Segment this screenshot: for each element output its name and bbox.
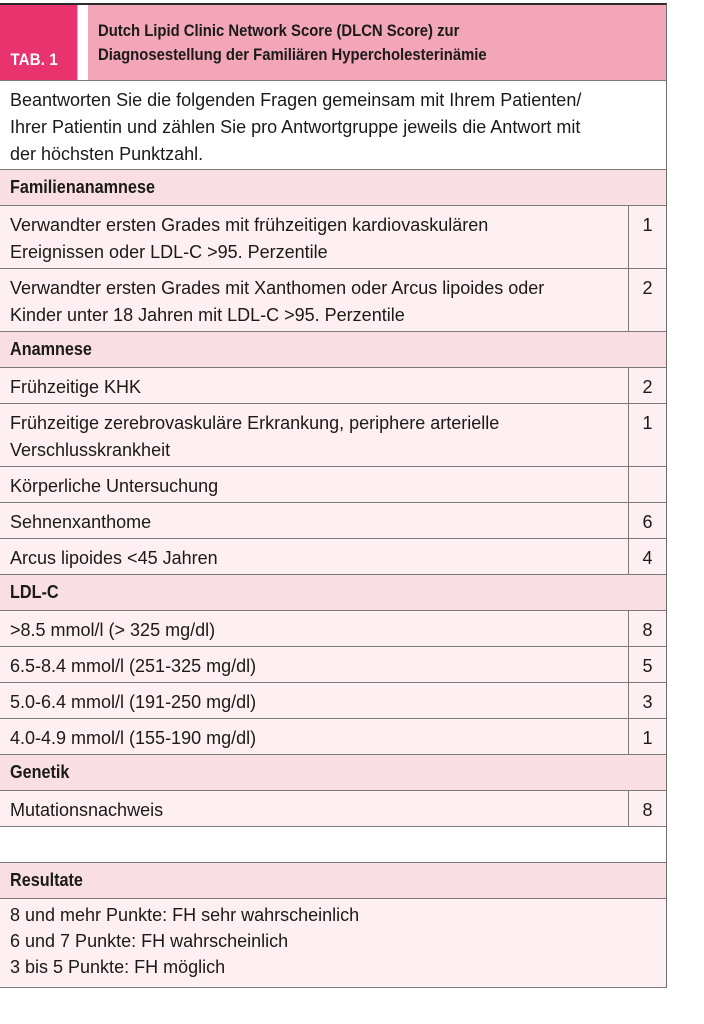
- criterion-text: >8.5 mmol/l (> 325 mg/dl): [0, 611, 629, 646]
- score-value: 8: [642, 800, 653, 820]
- score-value: 6: [642, 512, 653, 532]
- section-header-family-history: [0, 170, 666, 206]
- table-row: [0, 611, 666, 647]
- table-row: [0, 206, 666, 269]
- table-row: [0, 719, 666, 755]
- criterion-text: Sehnenxanthome: [0, 503, 629, 538]
- intro-line: Ihrer Patientin und zählen Sie pro Antwortgruppe jeweils die Antwort mit: [10, 117, 581, 137]
- criterion-text: Mutationsnachweis: [0, 791, 629, 826]
- criterion-line: Verwandter ersten Grades mit frühzeitigen kardiovaskulären: [10, 215, 489, 235]
- result-line: 6 und 7 Punkte: FH wahrscheinlich: [10, 931, 289, 951]
- score-value: 1: [642, 215, 653, 235]
- criterion-text: Körperliche Untersuchung: [0, 467, 629, 502]
- result-line: 8 und mehr Punkte: FH sehr wahrscheinlich: [10, 905, 360, 925]
- table-row: [0, 791, 666, 827]
- table-row: [0, 368, 666, 404]
- section-title: Resultate: [10, 870, 83, 890]
- criterion-text: Frühzeitige KHK: [0, 368, 629, 403]
- section-header-history: [0, 332, 666, 368]
- spacer-row: [0, 827, 666, 863]
- section-title: Genetik: [10, 762, 70, 782]
- table-number-label: TAB. 1: [0, 5, 77, 80]
- score-value: 3: [642, 692, 653, 712]
- criterion-text: Arcus lipoides <45 Jahren: [0, 539, 629, 574]
- score-value: 1: [642, 728, 653, 748]
- table-row: [0, 467, 666, 503]
- table-row: [0, 539, 666, 575]
- table-row: [0, 683, 666, 719]
- criterion-line: Frühzeitige zerebrovaskuläre Erkrankung, periphere arterielle: [10, 413, 500, 433]
- intro-text: [0, 81, 666, 170]
- score-value: 4: [642, 548, 653, 568]
- table-title-line-1: Dutch Lipid Clinic Network Score (DLCN Score) zur: [98, 22, 460, 40]
- table-row: [0, 647, 666, 683]
- results-text: [0, 899, 666, 988]
- table-title: [88, 5, 666, 80]
- intro-line: Beantworten Sie die folgenden Fragen gemeinsam mit Ihrem Patienten/: [10, 90, 582, 110]
- result-line: 3 bis 5 Punkte: FH möglich: [10, 957, 226, 977]
- criterion-text: [0, 269, 629, 331]
- criterion-text: 4.0-4.9 mmol/l (155-190 mg/dl): [0, 719, 629, 754]
- criterion-text: 5.0-6.4 mmol/l (191-250 mg/dl): [0, 683, 629, 718]
- score-value: 8: [642, 620, 653, 640]
- dlcn-score-table: [0, 3, 667, 988]
- criterion-line: Kinder unter 18 Jahren mit LDL-C >95. Perzentile: [10, 305, 405, 325]
- score-value: 1: [642, 413, 653, 433]
- table-row: [0, 404, 666, 467]
- section-header-results: [0, 863, 666, 899]
- score-value: 2: [642, 377, 653, 397]
- criterion-text: 6.5-8.4 mmol/l (251-325 mg/dl): [0, 647, 629, 682]
- section-title: Anamnese: [10, 339, 92, 359]
- criterion-text: [0, 404, 629, 466]
- table-title-line-2: Diagnosestellung der Familiären Hypercholesterinämie: [98, 46, 487, 64]
- table-row: [0, 269, 666, 332]
- criterion-line: Ereignissen oder LDL-C >95. Perzentile: [10, 242, 328, 262]
- criterion-line: Verwandter ersten Grades mit Xanthomen oder Arcus lipoides oder: [10, 278, 545, 298]
- table-row: [0, 503, 666, 539]
- intro-line: der höchsten Punktzahl.: [10, 144, 204, 164]
- section-header-genetics: [0, 755, 666, 791]
- table-header: [0, 5, 666, 81]
- score-value: 5: [642, 656, 653, 676]
- section-title: LDL-C: [10, 582, 59, 602]
- criterion-text: [0, 206, 629, 268]
- section-title: Familienanamnese: [10, 177, 155, 197]
- criterion-line: Verschlusskrankheit: [10, 440, 171, 460]
- score-value: [629, 467, 666, 502]
- section-header-ldl-c: [0, 575, 666, 611]
- score-value: 2: [642, 278, 653, 298]
